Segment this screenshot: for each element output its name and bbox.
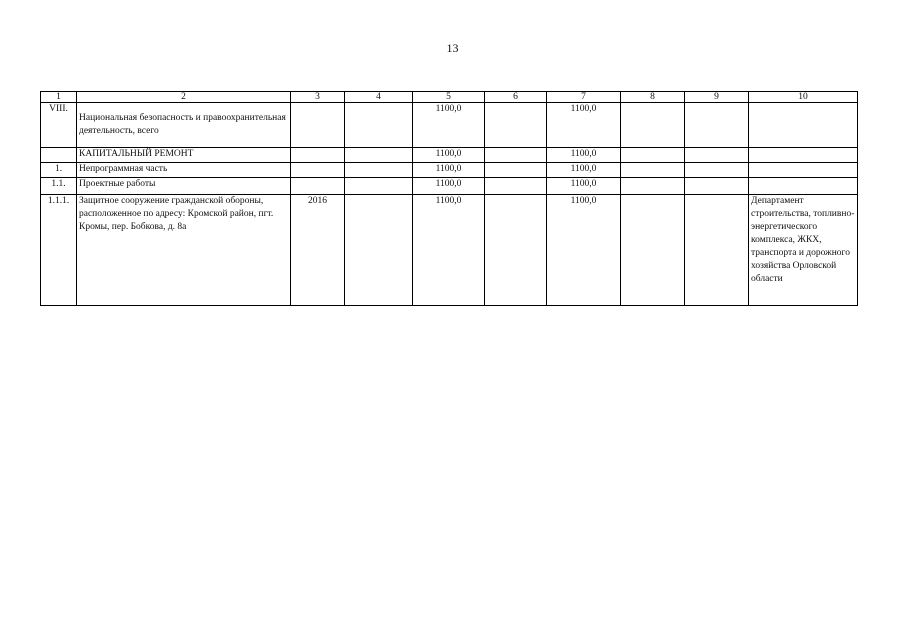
row-col10 (749, 103, 858, 148)
row-name: Проектные работы (77, 178, 291, 195)
row-col5: 1100,0 (413, 103, 485, 148)
row-col8 (621, 195, 685, 306)
row-name: Защитное сооружение гражданской обороны, расположенное по адресу: Кромской район, пгт. Кромы, пер. Бобкова, д. 8а (77, 195, 291, 306)
row-col8 (621, 148, 685, 163)
row-col5: 1100,0 (413, 148, 485, 163)
column-number: 2 (77, 92, 291, 103)
row-col9 (685, 163, 749, 178)
row-col5: 1100,0 (413, 163, 485, 178)
column-number: 1 (41, 92, 77, 103)
table-row (41, 103, 858, 148)
row-col8 (621, 163, 685, 178)
row-col10 (749, 178, 858, 195)
row-col7: 1100,0 (547, 178, 621, 195)
table-row (41, 148, 858, 163)
row-code: 1.1. (41, 178, 77, 195)
column-number: 8 (621, 92, 685, 103)
row-col10 (749, 148, 858, 163)
row-col6 (485, 163, 547, 178)
row-col7: 1100,0 (547, 103, 621, 148)
row-name: КАПИТАЛЬНЫЙ РЕМОНТ (77, 148, 291, 163)
page-number: 13 (446, 41, 459, 55)
row-code: 1.1.1. (41, 195, 77, 306)
row-name: Национальная безопасность и правоохранительная деятельность, всего (77, 103, 291, 148)
row-col4 (345, 178, 413, 195)
row-col5: 1100,0 (413, 195, 485, 306)
column-number: 5 (413, 92, 485, 103)
row-col8 (621, 103, 685, 148)
column-number: 3 (291, 92, 345, 103)
row-col10 (749, 163, 858, 178)
table-row (41, 178, 858, 195)
row-code: VIII. (41, 103, 77, 148)
row-col9 (685, 195, 749, 306)
row-col6 (485, 195, 547, 306)
row-col7: 1100,0 (547, 163, 621, 178)
row-year (291, 148, 345, 163)
row-year: 2016 (291, 195, 345, 306)
row-responsible-department: Департамент строительства, топливно-энергетического комплекса, ЖКХ, транспорта и дорожного хозяйства Орловской области (749, 195, 858, 306)
row-col9 (685, 148, 749, 163)
row-year (291, 163, 345, 178)
row-col5: 1100,0 (413, 178, 485, 195)
budget-table (40, 91, 858, 306)
column-number: 7 (547, 92, 621, 103)
table-row (41, 195, 858, 306)
row-col9 (685, 103, 749, 148)
row-col9 (685, 178, 749, 195)
column-number-row (41, 92, 858, 103)
row-code: 1. (41, 163, 77, 178)
row-col8 (621, 178, 685, 195)
row-col4 (345, 103, 413, 148)
table-row (41, 163, 858, 178)
row-name: Непрограммная часть (77, 163, 291, 178)
row-col4 (345, 163, 413, 178)
row-col4 (345, 195, 413, 306)
row-col4 (345, 148, 413, 163)
row-col7: 1100,0 (547, 148, 621, 163)
row-col6 (485, 148, 547, 163)
row-col7: 1100,0 (547, 195, 621, 306)
row-col6 (485, 178, 547, 195)
row-year (291, 178, 345, 195)
row-year (291, 103, 345, 148)
row-col6 (485, 103, 547, 148)
column-number: 4 (345, 92, 413, 103)
row-code (41, 148, 77, 163)
column-number: 9 (685, 92, 749, 103)
column-number: 6 (485, 92, 547, 103)
column-number: 10 (749, 92, 858, 103)
